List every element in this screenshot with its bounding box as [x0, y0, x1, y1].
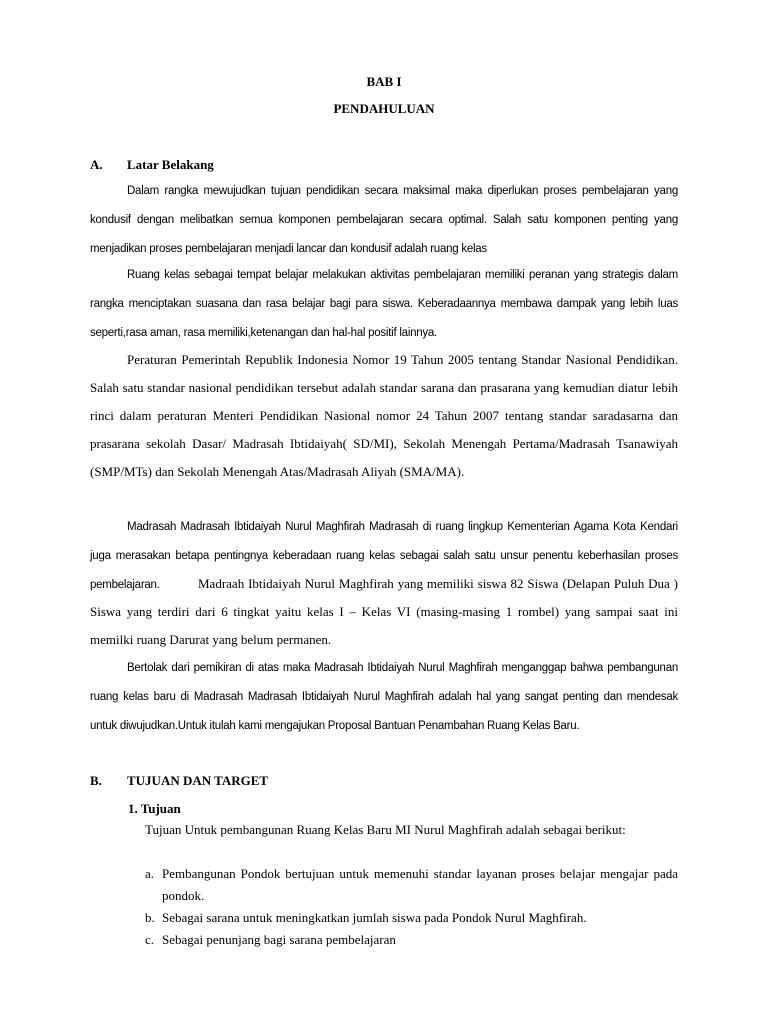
section-a-title: Latar Belakang [127, 157, 214, 172]
list-item-text: Pembangunan Pondok bertujuan untuk memenuhi standar layanan proses belajar mengajar pada pondok. [162, 866, 678, 903]
list-item-marker: a. [145, 866, 155, 881]
chapter-number: BAB I [366, 74, 402, 89]
paragraph-6 [90, 654, 678, 741]
list-item-marker: c. [145, 932, 155, 947]
list-item [145, 863, 678, 907]
list-item-marker: b. [145, 910, 155, 925]
list-item [145, 929, 678, 951]
chapter-title: PENDAHULUAN [333, 101, 435, 116]
section-a-number: A. [90, 157, 103, 172]
paragraph-4-text: Madrasah Madrasah Ibtidaiyah Nurul Maghfirah Madrasah di ruang lingkup Kementerian Agama Kota Kendari juga merasakan betapa pentingnya keberadaan ruang kelas sebagai salah satu unsur penentu keberhasilan proses pembelajaran. [90, 521, 678, 591]
list-item-text: Sebagai penunjang bagi sarana pembelajaran [162, 932, 396, 947]
paragraph-1 [90, 177, 678, 264]
paragraph-5 [90, 570, 678, 654]
subsection-tujuan-label: 1. Tujuan [128, 801, 181, 816]
objectives-list [145, 863, 678, 951]
list-item [145, 907, 678, 929]
paragraph-2 [90, 261, 678, 348]
paragraph-1-text: Dalam rangka mewujudkan tujuan pendidikan secara maksimal maka diperlukan proses pembelajaran yang kondusif dengan melibatkan semua komponen pembelajaran secara optimal. Salah satu komponen penting yang menjadikan proses pembelajaran menjadi lancar dan kondusif adalah ruang kelas [90, 185, 678, 255]
paragraph-6-text: Bertolak dari pemikiran di atas maka Madrasah Ibtidaiyah Nurul Maghfirah menganggap bahwa pembangunan ruang kelas baru di Madrasah Madrasah Ibtidaiyah Nurul Maghfirah adalah hal yang sangat penting dan mendesak untuk diwujudkan.Untuk itulah kami mengajukan Proposal Bantuan Penambahan Ruang Kelas Baru. [90, 662, 678, 732]
section-b-number: B. [90, 773, 102, 788]
section-b-title: TUJUAN DAN TARGET [127, 773, 269, 788]
list-item-text: Sebagai sarana untuk meningkatkan jumlah siswa pada Pondok Nurul Maghfirah. [162, 910, 587, 925]
subsection-tujuan-intro: Tujuan Untuk pembangunan Ruang Kelas Baru MI Nurul Maghfirah adalah sebagai berikut: [145, 822, 626, 837]
paragraph-5-text: Madraah Ibtidaiyah Nurul Maghfirah yang memiliki siswa 82 Siswa (Delapan Puluh Dua ) Siswa yang terdiri dari 6 tingkat yaitu kelas I – Kelas VI (masing-masing 1 rombel) yang sampai saat ini memilki ruang Darurat yang belum permanen. [90, 576, 678, 647]
paragraph-3-text: Peraturan Pemerintah Republik Indonesia Nomor 19 Tahun 2005 tentang Standar Nasional Pendidikan. Salah satu standar nasional pendidikan tersebut adalah standar sarana dan prasarana yang kemudian diatur lebih rinci dalam peraturan Menteri Pendidikan Nasional nomor 24 Tahun 2007 tentang standar saradasarna dan prasarana sekolah Dasar/ Madrasah Ibtidaiyah( SD/MI), Sekolah Menengah Pertama/Madrasah Tsanawiyah (SMP/MTs) dan Sekolah Menengah Atas/Madrasah Aliyah (SMA/MA). [90, 352, 678, 479]
paragraph-2-text: Ruang kelas sebagai tempat belajar melakukan aktivitas pembelajaran memiliki peranan yang strategis dalam rangka menciptakan suasana dan rasa belajar bagi para siswa. Keberadaannya membawa dampak yang lebih luas seperti,rasa aman, rasa memiliki,ketenangan dan hal-hal positif lainnya. [90, 269, 678, 339]
paragraph-3 [90, 346, 678, 486]
